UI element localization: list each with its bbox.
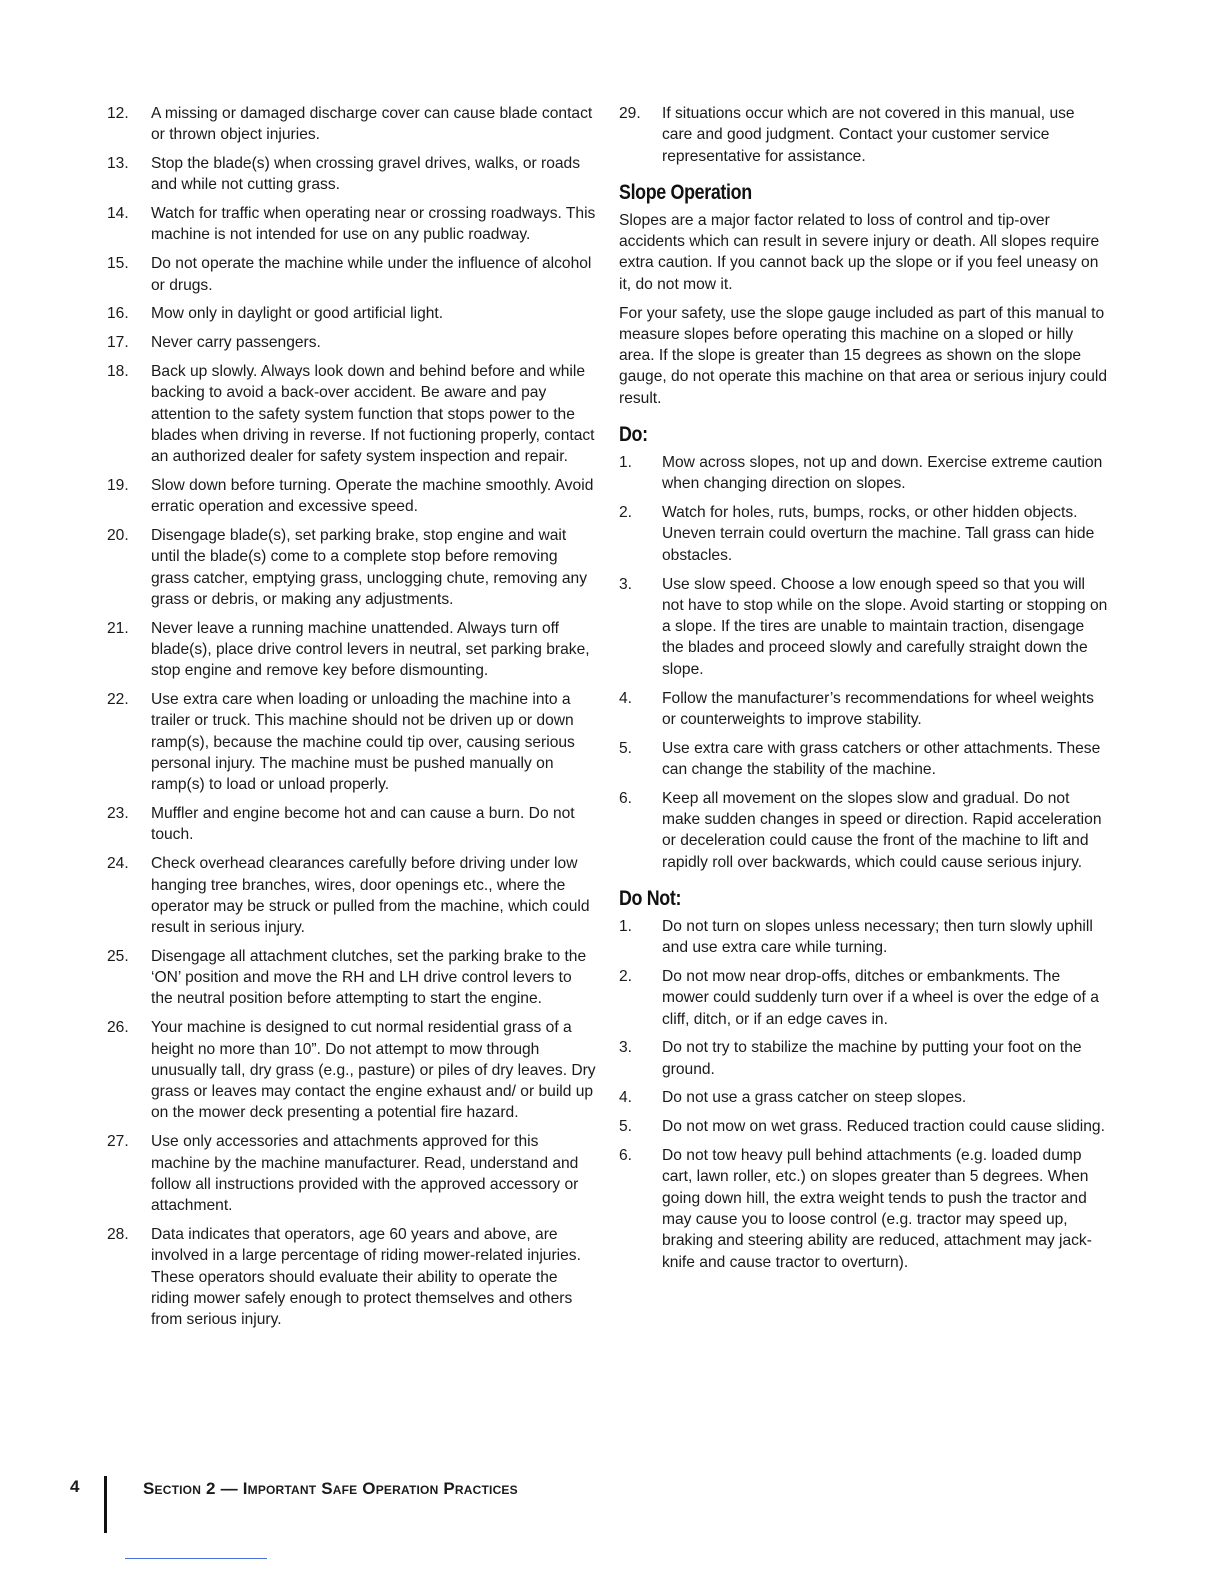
do-heading: Do: [619, 423, 648, 447]
item-text: Disengage all attachment clutches, set the parking brake to the ‘ON’ position and move the RH and LH drive control levers to the neutral position before attempting to start the engine. [151, 947, 587, 1008]
item-text: Watch for holes, ruts, bumps, rocks, or other hidden objects. Uneven terrain could overturn the machine. Tall grass can hide obstacles. [662, 504, 1095, 564]
item-text: Use slow speed. Choose a low enough speed so that you will not have to stop while on the slope. Avoid starting or stopping on a slope. If the tires are unable to maintain traction, disengage the blades and proceed slowly and carefully straight down the slope. [662, 575, 1108, 678]
list-item [619, 1037, 1109, 1080]
item-text: Do not mow on wet grass. Reduced traction could cause sliding. [662, 1118, 1105, 1136]
item-number: 24. [107, 855, 129, 873]
item-text: Do not operate the machine while under the influence of alcohol or drugs. [151, 255, 592, 294]
bottom-link-underline [125, 1558, 267, 1559]
item-number: 4. [619, 1089, 633, 1107]
item-text: Slow down before turning. Operate the machine smoothly. Avoid erratic operation and excessive speed. [151, 476, 594, 516]
item-number: 20. [107, 527, 129, 545]
item-text: Back up slowly. Always look down and behind before and while backing to avoid a back-over accident. Be aware and pay attention to the safety system function that stops power to the blades when driving in reverse. If not fuctioning properly, contact an authorized dealer for safety system inspection and repair. [151, 362, 595, 466]
slope-operation-heading: Slope Operation [619, 180, 752, 204]
item-text: Use extra care when loading or unloading the machine into a trailer or truck. This machine should not be driven up or down ramp(s), because the machine could tip over, causing serious personal injury. The machine must be pushed manually on ramp(s) to load or unload properly. [151, 691, 575, 794]
list-item [107, 332, 597, 353]
item-number: 29. [619, 105, 641, 122]
item-number: 21. [107, 619, 129, 637]
item-text: Do not tow heavy pull behind attachments (e.g. loaded dump cart, lawn roller, etc.) on slopes greater than 5 degrees. When going down hill, the extra weight tends to push the tractor and may cause you to loose control (e.g. tractor may speed up, braking and steering ability are reduced, attachment may jack-knife and cause tractor to overturn). [662, 1147, 1092, 1271]
list-item [619, 103, 1109, 167]
list-item [619, 916, 1109, 959]
list-item [107, 853, 597, 938]
left-column [107, 103, 597, 1338]
item-text: Use extra care with grass catchers or other attachments. These can change the stability of the machine. [662, 739, 1101, 778]
item-number: 5. [619, 1118, 633, 1136]
item-text: Follow the manufacturer’s recommendations for wheel weights or counterweights to improve stability. [662, 689, 1094, 728]
list-item [619, 574, 1109, 680]
list-item [107, 203, 597, 246]
list-item [107, 1017, 597, 1123]
item-number: 13. [107, 155, 129, 173]
item-number: 2. [619, 504, 633, 522]
item-text: Watch for traffic when operating near or crossing roadways. This machine is not intended for use on any public roadway. [151, 205, 596, 244]
list-item [619, 738, 1109, 781]
item-number: 14. [107, 205, 129, 223]
list-item [107, 525, 597, 610]
item-text: Keep all movement on the slopes slow and gradual. Do not make sudden changes in speed or direction. Rapid acceleration or deceleration could cause the front of the machine to lift and rapidly roll over backwards, which could cause serious injury. [662, 789, 1102, 871]
item-number: 28. [107, 1225, 129, 1243]
do-not-heading: Do Not: [619, 886, 682, 910]
item-number: 17. [107, 334, 129, 352]
item-text: Mow only in daylight or good artificial light. [151, 305, 444, 323]
item-number: 1. [619, 917, 633, 935]
item-number: 22. [107, 691, 129, 709]
item-number: 4. [619, 689, 633, 707]
list-item [107, 475, 597, 518]
item-text: Data indicates that operators, age 60 years and above, are involved in a large percentage of riding mower-related injuries. These operators should evaluate their ability to operate the riding mower safely enough to protect themselves and others from serious injury. [151, 1225, 581, 1329]
list-item [107, 618, 597, 682]
item-number: 12. [107, 105, 129, 122]
item-number: 26. [107, 1019, 129, 1037]
list-item [619, 452, 1109, 495]
item-number: 15. [107, 255, 129, 273]
item-text: Disengage blade(s), set parking brake, stop engine and wait until the blade(s) come to a complete stop before removing grass catcher, emptying grass, unclogging chute, removing any grass or debris, or making any adjustments. [151, 527, 587, 608]
item-text: Do not mow near drop-offs, ditches or embankments. The mower could suddenly turn over if a wheel is over the edge of a cliff, ditch, or if an edge caves in. [662, 968, 1099, 1028]
item-number: 3. [619, 1039, 633, 1057]
item-number: 6. [619, 789, 633, 807]
list-item [107, 361, 597, 467]
list-item [107, 803, 597, 846]
item-text: If situations occur which are not covered in this manual, use care and good judgment. Contact your customer service representative for assistance. [662, 105, 1075, 165]
item-number: 3. [619, 575, 633, 593]
list-item [619, 688, 1109, 731]
item-text: Never carry passengers. [151, 334, 321, 352]
item-text: Do not turn on slopes unless necessary; then turn slowly uphill and use extra care while turning. [662, 917, 1093, 957]
item-text: Mow across slopes, not up and down. Exercise extreme caution when changing direction on slopes. [662, 454, 1103, 493]
item-number: 19. [107, 476, 129, 494]
list-item [619, 1145, 1109, 1273]
item-number: 18. [107, 362, 129, 380]
item-number: 2. [619, 968, 633, 985]
list-item [619, 966, 1109, 1030]
item-text: Stop the blade(s) when crossing gravel drives, walks, or roads and while not cutting grass. [151, 155, 581, 194]
item-number: 6. [619, 1147, 633, 1165]
list-item [107, 1224, 597, 1330]
right-column [619, 103, 1109, 1280]
list-item [619, 1087, 1109, 1108]
footer-divider [104, 1476, 107, 1533]
list-item [107, 103, 597, 146]
item-number: 25. [107, 947, 129, 965]
item-number: 23. [107, 805, 129, 823]
list-item [619, 788, 1109, 873]
item-text: Do not use a grass catcher on steep slopes. [662, 1089, 967, 1107]
section-title: Section 2 — Important Safe Operation Practices [143, 1479, 518, 1498]
page-number: 4 [70, 1477, 80, 1496]
list-item [107, 303, 597, 324]
list-item [107, 253, 597, 296]
item-text: Check overhead clearances carefully before driving under low hanging tree branches, wires, door openings etc., where the operator may be struck or pulled from the machine, which could result in serious injury. [151, 855, 590, 937]
item-number: 1. [619, 454, 633, 472]
item-text: Never leave a running machine unattended. Always turn off blade(s), place drive control levers in neutral, set parking brake, stop engine and remove key before dismounting. [151, 619, 590, 680]
slope-paragraph: Slopes are a major factor related to loss of control and tip-over accidents which can result in severe injury or death. All slopes require extra caution. If you cannot back up the slope or if you feel uneasy on it, do not mow it. [619, 211, 1100, 293]
list-item [107, 1131, 597, 1216]
item-text: A missing or damaged discharge cover can cause blade contact or thrown object injuries. [151, 105, 593, 144]
item-text: Muffler and engine become hot and can cause a burn. Do not touch. [151, 805, 575, 844]
list-item [107, 153, 597, 196]
item-text: Use only accessories and attachments approved for this machine by the machine manufacturer. Read, understand and follow all instructions provided with the approved accessory or attachment. [151, 1133, 579, 1215]
list-item [107, 689, 597, 795]
item-number: 16. [107, 305, 129, 323]
slope-paragraph: For your safety, use the slope gauge included as part of this manual to measure slopes before operating this machine on a sloped or hilly area. If the slope is greater than 15 degrees as shown on the slope gauge, do not operate this machine on that area or serious injury could result. [619, 304, 1108, 407]
item-number: 5. [619, 739, 633, 757]
list-item [619, 1116, 1109, 1137]
item-text: Your machine is designed to cut normal residential grass of a height no more than 10”. Do not attempt to mow through unusually tall, dry grass (e.g., pasture) or piles of dry leaves. Dry grass or leaves may contact the engine exhaust and/ or build up on the mower deck presenting a potential fire hazard. [151, 1019, 596, 1122]
item-text: Do not try to stabilize the machine by putting your foot on the ground. [662, 1039, 1082, 1078]
item-number: 27. [107, 1133, 129, 1151]
list-item [107, 946, 597, 1010]
list-item [619, 502, 1109, 566]
